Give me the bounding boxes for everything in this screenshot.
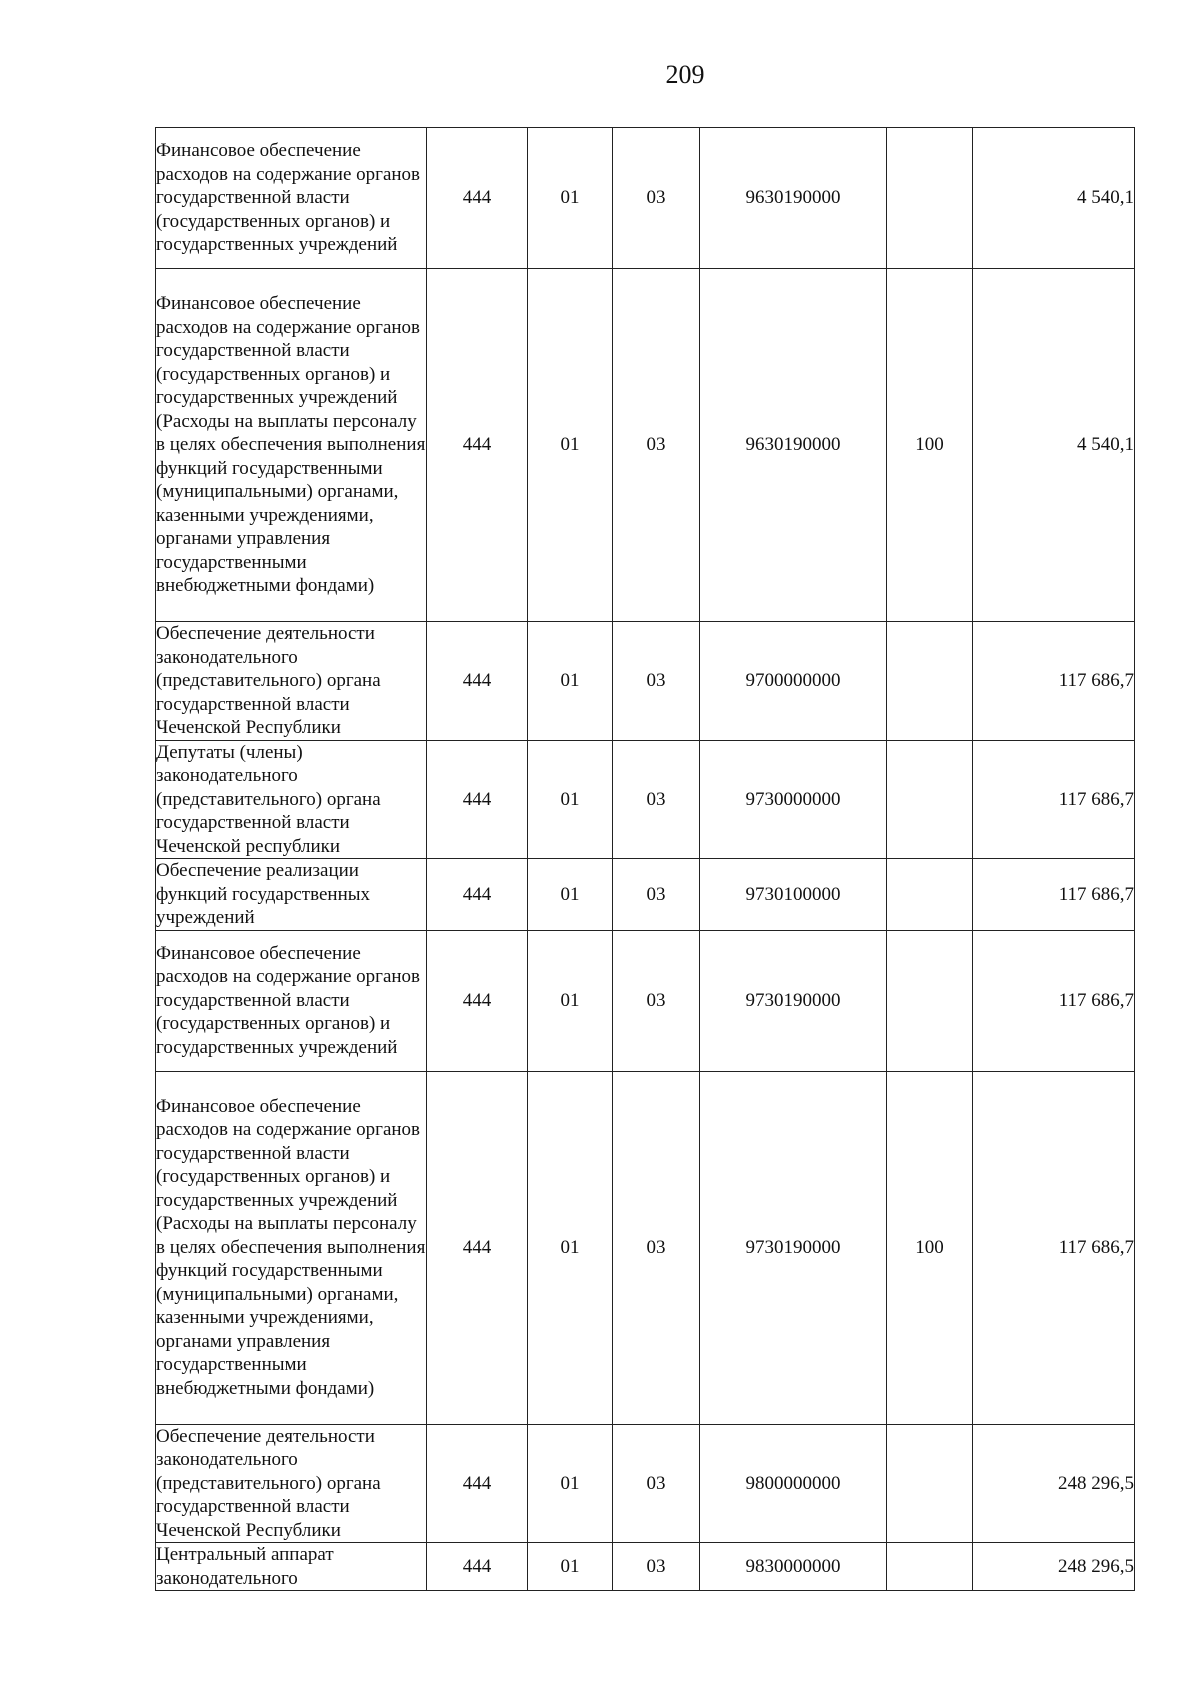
subsection-code-cell: 03: [613, 128, 700, 269]
section-code-cell: 01: [528, 740, 613, 859]
ved-code-cell: 444: [427, 622, 528, 741]
row-name-cell: Финансовое обеспечение расходов на содержание органов государственной власти (государственных органов) и государственных учреждений: [156, 128, 427, 269]
ved-code-cell: 444: [427, 1071, 528, 1424]
target-article-cell: 9630190000: [700, 128, 887, 269]
subsection-code-cell: 03: [613, 740, 700, 859]
amount-cell: 117 686,7: [973, 930, 1135, 1071]
table-row: [156, 930, 1135, 1071]
section-code-cell: 01: [528, 859, 613, 931]
subsection-code-cell: 03: [613, 1071, 700, 1424]
section-code-cell: 01: [528, 1543, 613, 1591]
amount-cell: 4 540,1: [973, 128, 1135, 269]
target-article-cell: 9730100000: [700, 859, 887, 931]
amount-cell: 117 686,7: [973, 740, 1135, 859]
subsection-code-cell: 03: [613, 1424, 700, 1543]
section-code-cell: 01: [528, 622, 613, 741]
subsection-code-cell: 03: [613, 269, 700, 622]
table-row: [156, 128, 1135, 269]
expense-type-cell: [887, 1543, 973, 1591]
target-article-cell: 9630190000: [700, 269, 887, 622]
table-row: [156, 622, 1135, 741]
expense-type-cell: [887, 859, 973, 931]
expense-type-cell: [887, 740, 973, 859]
ved-code-cell: 444: [427, 1424, 528, 1543]
row-name-cell: Обеспечение деятельности законодательного (представительного) органа государственной власти Чеченской Республики: [156, 1424, 427, 1543]
row-name-cell: Финансовое обеспечение расходов на содержание органов государственной власти (государственных органов) и государственных учреждений (Расходы на выплаты персоналу в целях обеспечения выполнения функций государственными (муниципальными) органами, казенными учреждениями, органами управления государственными внебюджетными фондами): [156, 1071, 427, 1424]
subsection-code-cell: 03: [613, 1543, 700, 1591]
ved-code-cell: 444: [427, 269, 528, 622]
row-name-cell: Финансовое обеспечение расходов на содержание органов государственной власти (государственных органов) и государственных учреждений (Расходы на выплаты персоналу в целях обеспечения выполнения функций государственными (муниципальными) органами, казенными учреждениями, органами управления государственными внебюджетными фондами): [156, 269, 427, 622]
amount-cell: 4 540,1: [973, 269, 1135, 622]
table-row: [156, 1424, 1135, 1543]
table-row: [156, 1543, 1135, 1591]
expense-type-cell: [887, 622, 973, 741]
table-row: [156, 740, 1135, 859]
section-code-cell: 01: [528, 1424, 613, 1543]
ved-code-cell: 444: [427, 930, 528, 1071]
amount-cell: 117 686,7: [973, 1071, 1135, 1424]
target-article-cell: 9800000000: [700, 1424, 887, 1543]
target-article-cell: 9830000000: [700, 1543, 887, 1591]
section-code-cell: 01: [528, 930, 613, 1071]
subsection-code-cell: 03: [613, 930, 700, 1071]
expense-type-cell: 100: [887, 1071, 973, 1424]
amount-cell: 117 686,7: [973, 859, 1135, 931]
expense-type-cell: [887, 1424, 973, 1543]
section-code-cell: 01: [528, 1071, 613, 1424]
table-row: [156, 1071, 1135, 1424]
ved-code-cell: 444: [427, 740, 528, 859]
target-article-cell: 9700000000: [700, 622, 887, 741]
row-name-cell: Обеспечение деятельности законодательного (представительного) органа государственной власти Чеченской Республики: [156, 622, 427, 741]
row-name-cell: Обеспечение реализации функций государственных учреждений: [156, 859, 427, 931]
budget-table: [155, 127, 1135, 1591]
ved-code-cell: 444: [427, 128, 528, 269]
target-article-cell: 9730190000: [700, 930, 887, 1071]
subsection-code-cell: 03: [613, 859, 700, 931]
section-code-cell: 01: [528, 269, 613, 622]
row-name-cell: Финансовое обеспечение расходов на содержание органов государственной власти (государственных органов) и государственных учреждений: [156, 930, 427, 1071]
table-row: [156, 269, 1135, 622]
ved-code-cell: 444: [427, 1543, 528, 1591]
row-name-cell: Центральный аппарат законодательного: [156, 1543, 427, 1591]
expense-type-cell: [887, 128, 973, 269]
page-number: 209: [665, 60, 705, 89]
table-row: [156, 859, 1135, 931]
section-code-cell: 01: [528, 128, 613, 269]
target-article-cell: 9730190000: [700, 1071, 887, 1424]
amount-cell: 248 296,5: [973, 1543, 1135, 1591]
amount-cell: 117 686,7: [973, 622, 1135, 741]
row-name-cell: Депутаты (члены) законодательного (представительного) органа государственной власти Чеченской республики: [156, 740, 427, 859]
subsection-code-cell: 03: [613, 622, 700, 741]
ved-code-cell: 444: [427, 859, 528, 931]
amount-cell: 248 296,5: [973, 1424, 1135, 1543]
expense-type-cell: 100: [887, 269, 973, 622]
target-article-cell: 9730000000: [700, 740, 887, 859]
expense-type-cell: [887, 930, 973, 1071]
